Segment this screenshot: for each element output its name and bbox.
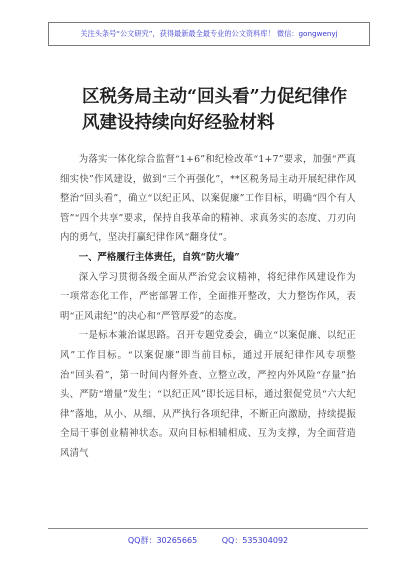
top-banner: 关注头条号“公文研究”，获得最新最全最专业的公文资料库！ 微信：gongwenyj [48,22,370,46]
document-body [60,150,356,464]
footer-qq-group: QQ群：30265665 [127,536,198,545]
paragraph-point1: 一是标本兼治谋思路。召开专题党委会，确立“以案促廉、以纪正风”工作目标。“以案促廉”即当前目标，通过开展纪律作风专项整治“回头看”，第一时间内督外查、立整立改，严控内外风险“存量”抬头、严防“增量”发生；“以纪正风”即长远目标，通过狠促党员“六大纪律”落地，从小、从细、从严执行各项纪律，不断正向激励，持续提振全局干事创业精神状态。双向目标相辅相成、互为支撑，为全面营造风清气 [60,330,356,459]
title-line-1: 区税务局主动“回头看”力促纪律作 [82,87,348,107]
paragraph-intro: 为落实一体化综合监督“1+6”和纪检改革“1+7”要求，加强“严真细实快”作风建设，做到“三个再强化”，**区税务局主动开展纪律作风整治“回头看”，确立“以纪正风、以案促廉”工作目标，明确“四个有人管”“四个共享”要求，保持自我革命的精神、求真务实的态度、刀刃向内的勇气，坚决打赢纪律作风“翻身仗”。 [60,154,356,244]
footer-divider [48,528,368,529]
footer-contact [48,532,368,550]
document-title [56,84,368,136]
title-line-2: 风建设持续向好经验材料 [82,113,275,133]
paragraph-section1: 深入学习贯彻各级全面从严治党会议精神，将纪律作风建设作为一项常态化工作，严密部署工作，全面推开整改，大力整饬作风，表明“正风肃纪”的决心和“严管厚爱”的态度。 [60,271,356,322]
footer-qq: QQ：535304092 [221,536,289,545]
section-heading-1: 一、严格履行主体责任，自筑“防火墙” [78,251,240,263]
